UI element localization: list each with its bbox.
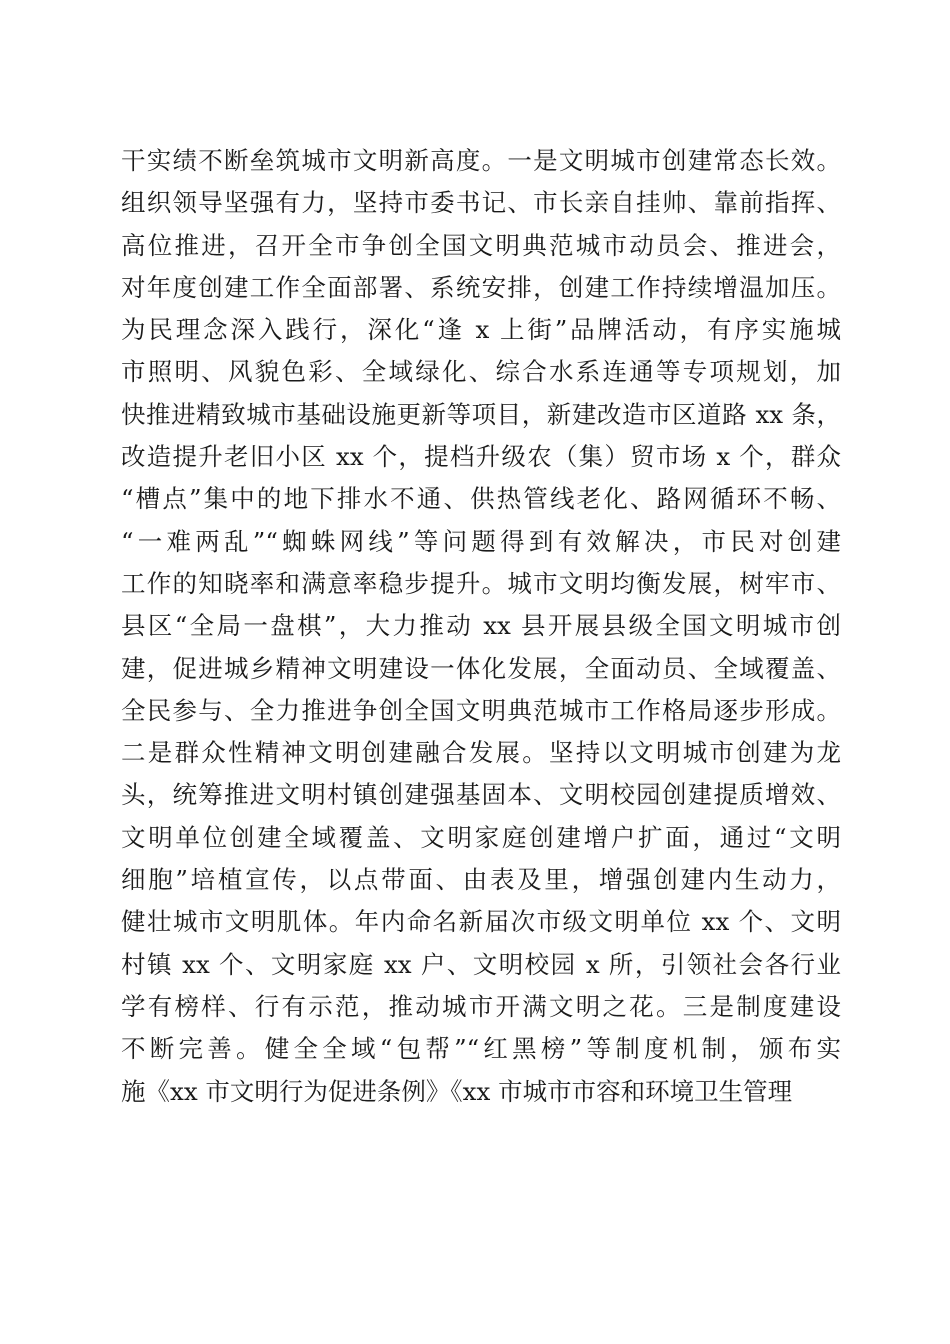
text-line: 高位推进，召开全市争创全国文明典范城市动员会、推进会， bbox=[121, 230, 841, 260]
text-line: 市照明、风貌色彩、全域绿化、综合水系连通等专项规划，加 bbox=[121, 357, 841, 387]
text-line: 组织领导坚强有力，坚持市委书记、市长亲自挂帅、靠前指挥、 bbox=[121, 188, 841, 218]
text-line: 对年度创建工作全面部署、系统安排，创建工作持续增温加压。 bbox=[121, 272, 841, 302]
text-line: “一难两乱”“蜘蛛网线”等问题得到有效解决，市民对创建 bbox=[121, 526, 841, 556]
text-line: 县区“全局一盘棋”，大力推动 xx 县开展县级全国文明城市创 bbox=[121, 611, 841, 641]
text-line: 细胞”培植宣传，以点带面、由表及里，增强创建内生动力， bbox=[121, 865, 841, 895]
text-line: 全民参与、全力推进争创全国文明典范城市工作格局逐步形成。 bbox=[121, 695, 841, 725]
text-line: 快推进精致城市基础设施更新等项目，新建改造市区道路 xx 条， bbox=[121, 399, 841, 429]
text-line: 村镇 xx 个、文明家庭 xx 户、文明校园 x 所，引领社会各行业 bbox=[121, 949, 841, 979]
text-line: 工作的知晓率和满意率稳步提升。城市文明均衡发展，树牢市、 bbox=[121, 568, 841, 598]
text-line: “槽点”集中的地下排水不通、供热管线老化、路网循环不畅、 bbox=[121, 484, 841, 514]
body-text bbox=[121, 140, 841, 1113]
text-line: 学有榜样、行有示范，推动城市开满文明之花。三是制度建设 bbox=[121, 991, 841, 1021]
text-line: 改造提升老旧小区 xx 个，提档升级农（集）贸市场 x 个，群众 bbox=[121, 442, 841, 472]
text-line: 文明单位创建全域覆盖、文明家庭创建增户扩面，通过“文明 bbox=[121, 822, 841, 852]
text-line: 施《xx 市文明行为促进条例》《xx 市城市市容和环境卫生管理 bbox=[121, 1076, 793, 1106]
text-line: 干实绩不断垒筑城市文明新高度。一是文明城市创建常态长效。 bbox=[121, 146, 841, 175]
text-line: 健壮城市文明肌体。年内命名新届次市级文明单位 xx 个、文明 bbox=[121, 907, 841, 937]
text-line: 建，促进城乡精神文明建设一体化发展，全面动员、全域覆盖、 bbox=[121, 653, 841, 683]
text-line: 头，统筹推进文明村镇创建强基固本、文明校园创建提质增效、 bbox=[121, 780, 841, 810]
text-line: 二是群众性精神文明创建融合发展。坚持以文明城市创建为龙 bbox=[121, 738, 841, 768]
text-line: 为民理念深入践行，深化“逢 x 上街”品牌活动，有序实施城 bbox=[121, 315, 841, 345]
text-line: 不断完善。健全全域“包帮”“红黑榜”等制度机制，颁布实 bbox=[121, 1034, 841, 1064]
